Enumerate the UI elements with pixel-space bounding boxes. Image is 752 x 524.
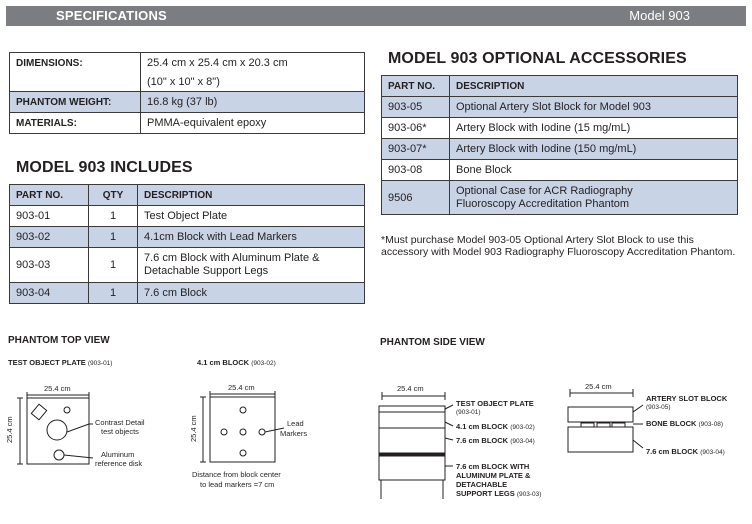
side-label-block4: 4.1 cm BLOCK (903-02) bbox=[456, 422, 535, 431]
block-76cm-layer bbox=[379, 428, 445, 453]
side-label-legs-2: ALUMINUM PLATE & bbox=[456, 471, 531, 480]
qty: 1 bbox=[89, 283, 138, 304]
col-qty: QTY bbox=[89, 185, 138, 206]
qty: 1 bbox=[89, 248, 138, 283]
aluminum-disk bbox=[54, 450, 64, 460]
spec-value: PMMA-equivalent epoxy bbox=[141, 113, 365, 134]
side-label-artery: ARTERY SLOT BLOCK bbox=[646, 394, 728, 403]
plate-label: TEST OBJECT PLATE (903-01) bbox=[8, 358, 113, 367]
description: Optional Artery Slot Block for Model 903 bbox=[450, 97, 738, 118]
description: Bone Block bbox=[450, 160, 738, 181]
distance-label-2: to lead markers =7 cm bbox=[200, 480, 275, 489]
description-line-2: Detachable Support Legs bbox=[144, 265, 269, 277]
header-model: Model 903 bbox=[629, 8, 690, 23]
accessory-footnote: *Must purchase Model 903-05 Optional Artery Slot Block to use this accessory with Model 903 Radiography Fluoroscopy Accreditation Phantom. bbox=[381, 234, 736, 258]
part-no: 903-08 bbox=[382, 160, 450, 181]
block-width-dim: 25.4 cm bbox=[228, 383, 255, 392]
test-object-plate-diagram bbox=[17, 392, 93, 464]
col-description: DESCRIPTION bbox=[450, 76, 738, 97]
qty: 1 bbox=[89, 206, 138, 227]
bone-insert bbox=[612, 423, 625, 427]
contrast-circle bbox=[47, 420, 67, 440]
description: 4.1cm Block with Lead Markers bbox=[138, 227, 365, 248]
qty: 1 bbox=[89, 227, 138, 248]
bone-insert bbox=[597, 423, 610, 427]
block-height-dim: 25.4 cm bbox=[189, 415, 198, 442]
col-part-no: PART NO. bbox=[382, 76, 450, 97]
spec-value: 25.4 cm x 25.4 cm x 20.3 cm bbox=[141, 53, 365, 74]
spec-value-imperial: (10" x 10" x 8") bbox=[141, 73, 365, 92]
description: Artery Block with Iodine (150 mg/mL) bbox=[450, 139, 738, 160]
part-no: 903-05 bbox=[382, 97, 450, 118]
block-76cm-legs-layer bbox=[379, 456, 445, 480]
aluminum-label-2: reference disk bbox=[95, 459, 143, 468]
side-label-bone: BONE BLOCK (903-08) bbox=[646, 419, 724, 428]
distance-label-1: Distance from block center bbox=[192, 470, 281, 479]
lead-marker bbox=[240, 450, 246, 456]
description-line-1: Optional Case for ACR Radiography bbox=[456, 184, 633, 197]
side-dim-right: 25.4 cm bbox=[585, 382, 612, 391]
side-label-plate: TEST OBJECT PLATE bbox=[456, 399, 534, 408]
side-view-accessory-diagram bbox=[568, 389, 643, 452]
aluminum-label-1: Aluminum bbox=[101, 450, 135, 459]
accessories-title: MODEL 903 OPTIONAL ACCESSORIES bbox=[388, 50, 687, 67]
lead-marker bbox=[240, 429, 246, 435]
side-label-plate-code: (903-01) bbox=[456, 409, 481, 416]
contrast-dot bbox=[64, 407, 70, 413]
block-label: 4.1 cm BLOCK (903-02) bbox=[197, 358, 276, 367]
side-label-legs-1: 7.6 cm BLOCK WITH bbox=[456, 462, 530, 471]
contrast-label-1: Contrast Detail bbox=[95, 418, 145, 427]
lead-marker bbox=[259, 429, 265, 435]
side-label-block76: 7.6 cm BLOCK (903-04) bbox=[456, 436, 535, 445]
lead-marker bbox=[221, 429, 227, 435]
block-4cm-layer bbox=[379, 412, 445, 428]
side-view-title: PHANTOM SIDE VIEW bbox=[380, 337, 485, 348]
spec-value: 16.8 kg (37 lb) bbox=[141, 92, 365, 113]
block-4cm-diagram bbox=[200, 391, 284, 462]
bone-insert bbox=[581, 423, 594, 427]
includes-title: MODEL 903 INCLUDES bbox=[16, 159, 193, 176]
top-view-title: PHANTOM TOP VIEW bbox=[8, 335, 110, 346]
plate-height-dim: 25.4 cm bbox=[5, 416, 14, 443]
part-no: 903-01 bbox=[10, 206, 89, 227]
lead-label-2: Markers bbox=[280, 429, 308, 438]
part-no: 903-07* bbox=[382, 139, 450, 160]
header-title: SPECIFICATIONS bbox=[56, 8, 167, 23]
side-dim-left: 25.4 cm bbox=[397, 384, 424, 393]
contrast-square bbox=[31, 404, 46, 420]
side-label-legs-4: SUPPORT LEGS (903-03) bbox=[456, 489, 542, 498]
contrast-label-2: test objects bbox=[101, 427, 139, 436]
part-no: 903-02 bbox=[10, 227, 89, 248]
spec-label: PHANTOM WEIGHT: bbox=[10, 92, 141, 113]
plate-width-dim: 25.4 cm bbox=[44, 384, 71, 393]
lead-marker bbox=[240, 407, 246, 413]
description: 7.6 cm Block bbox=[138, 283, 365, 304]
description-line-2: Fluoroscopy Accreditation Phantom bbox=[456, 197, 630, 210]
side-label-artery-code: (903-05) bbox=[646, 404, 671, 411]
side-label-legs-3: DETACHABLE bbox=[456, 480, 508, 489]
spec-label: DIMENSIONS: bbox=[10, 53, 141, 92]
side-label-block76-right: 7.6 cm BLOCK (903-04) bbox=[646, 447, 725, 456]
col-description: DESCRIPTION bbox=[138, 185, 365, 206]
part-no: 9506 bbox=[382, 181, 450, 215]
part-no: 903-04 bbox=[10, 283, 89, 304]
description: Artery Block with Iodine (15 mg/mL) bbox=[450, 118, 738, 139]
description-line-1: 7.6 cm Block with Aluminum Plate & bbox=[144, 252, 320, 264]
spec-label: MATERIALS: bbox=[10, 113, 141, 134]
side-view-stack-diagram bbox=[379, 392, 453, 499]
test-object-plate-layer bbox=[379, 406, 445, 412]
artery-slot-block-layer bbox=[568, 407, 633, 422]
part-no: 903-06* bbox=[382, 118, 450, 139]
lead-label-1: Lead bbox=[287, 419, 304, 428]
col-part-no: PART NO. bbox=[10, 185, 89, 206]
description: Test Object Plate bbox=[138, 206, 365, 227]
block-76cm-layer bbox=[568, 427, 633, 452]
part-no: 903-03 bbox=[10, 248, 89, 283]
